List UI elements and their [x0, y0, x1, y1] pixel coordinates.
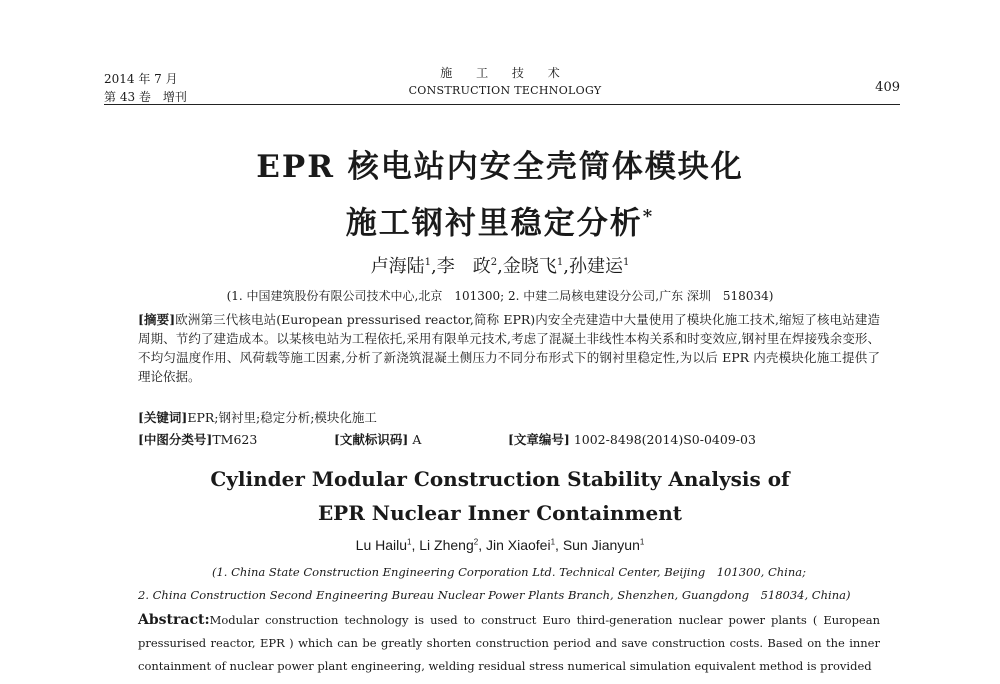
journal-name-cn: 施 工 技 术	[440, 66, 570, 80]
author-en: Lu Hailu	[355, 537, 408, 553]
author-cn: 李 政	[436, 256, 491, 277]
authors-en: Lu Hailu$^1$, Li Zheng$^2$, Jin Xiaofei$^1$, Sun Jianyun$^1$	[355, 537, 645, 553]
clc-number	[138, 430, 257, 448]
document-code	[334, 430, 421, 448]
affiliation-en-line2: 2. China Construction Second Engineering Bureau Nuclear Power Plants Branch, Shenzhen, Guangdong 518034, China)	[138, 588, 851, 602]
abstract-cn	[138, 310, 880, 386]
doc-label: [文献标识码]	[334, 432, 409, 447]
author-en-sup: 1	[550, 537, 556, 547]
abstract-en-text: Modular construction technology is used to construct Euro third-generation nuclear power plants ( European pressurised reactor, EPR ) which can be greatly shorten construction period and save construction costs. Based on the inner containment of nuclear power plant engineering, welding residual stress numerical simulation equivalent method is provided	[138, 613, 880, 673]
authors-cn: 卢海陆$^1$,李 政$^2$,金晓飞$^1$,孙建运$^1$	[370, 256, 630, 277]
author-en: Jin Xiaofei	[485, 537, 551, 553]
author-en-sup: 1	[407, 537, 412, 547]
abstract-en	[138, 609, 880, 678]
author-cn-sup: 1	[622, 257, 630, 268]
author-en: Sun Jianyun	[562, 537, 640, 553]
affiliation-cn: (1. 中国建筑股份有限公司技术中心,北京 101300; 2. 中建二局核电建设分公司,广东 深圳 518034)	[226, 289, 774, 303]
title-cn	[0, 142, 1000, 248]
running-header-left	[104, 70, 187, 106]
keywords-cn-label: [关键词]	[138, 410, 188, 425]
affiliation-en-line1: (1. China State Construction Engineering Corporation Ltd. Technical Center, Beijing 101300, China;	[212, 565, 806, 579]
author-en-sup: 1	[639, 537, 645, 547]
keywords-cn-text: EPR;钢衬里;稳定分析;模块化施工	[187, 410, 377, 425]
running-header-center	[400, 64, 610, 100]
keywords-cn	[138, 408, 880, 427]
art-value: 1002-8498(2014)S0-0409-03	[573, 432, 756, 447]
title-cn-line2: 施工钢衬里稳定分析	[345, 205, 643, 242]
author-cn-sup: 1	[556, 257, 564, 268]
issue-volume: 第 43 卷 增刊	[104, 90, 187, 104]
author-cn-sup: 2	[490, 257, 498, 268]
author-cn: 卢海陆	[370, 256, 425, 277]
clc-value: TM623	[212, 432, 258, 447]
abstract-cn-label: [摘要]	[138, 312, 176, 327]
title-footnote-mark: *	[642, 206, 655, 227]
header-rule	[104, 104, 900, 105]
abstract-en-label: Abstract:	[138, 612, 210, 628]
author-en: Li Zheng	[419, 537, 474, 553]
art-label: [文章编号]	[508, 432, 570, 447]
page-number: 409	[875, 80, 900, 95]
issue-date: 2014 年 7 月	[104, 72, 178, 86]
title-en	[0, 462, 1000, 530]
title-cn-line1: EPR 核电站内安全壳筒体模块化	[256, 149, 744, 185]
doc-value: A	[412, 432, 422, 447]
author-cn: 孙建运	[568, 256, 623, 277]
author-en-sup: 2	[473, 537, 479, 547]
journal-name-en: CONSTRUCTION TECHNOLOGY	[408, 84, 602, 97]
article-number	[508, 430, 756, 448]
title-en-line1: Cylinder Modular Construction Stability Analysis of	[210, 467, 790, 491]
author-cn-sup: 1	[424, 257, 432, 268]
clc-label: [中图分类号]	[138, 432, 213, 447]
abstract-cn-text: 欧洲第三代核电站(European pressurised reactor,简称 EPR)内安全壳建造中大量使用了模块化施工技术,缩短了核电站建造周期、节约了建造成本。以某核电站为工程依托,采用有限单元技术,考虑了混凝土非线性本构关系和时变效应,钢衬里在焊接残余变形、不均匀温度作用、风荷载等施工因素,分析了新浇筑混凝土侧压力不同分布形式下的钢衬里稳定性,为以后 EPR 内壳模块化施工提供了理论依据。	[138, 312, 880, 384]
title-en-line2: EPR Nuclear Inner Containment	[317, 501, 683, 525]
author-cn: 金晓飞	[502, 256, 557, 277]
